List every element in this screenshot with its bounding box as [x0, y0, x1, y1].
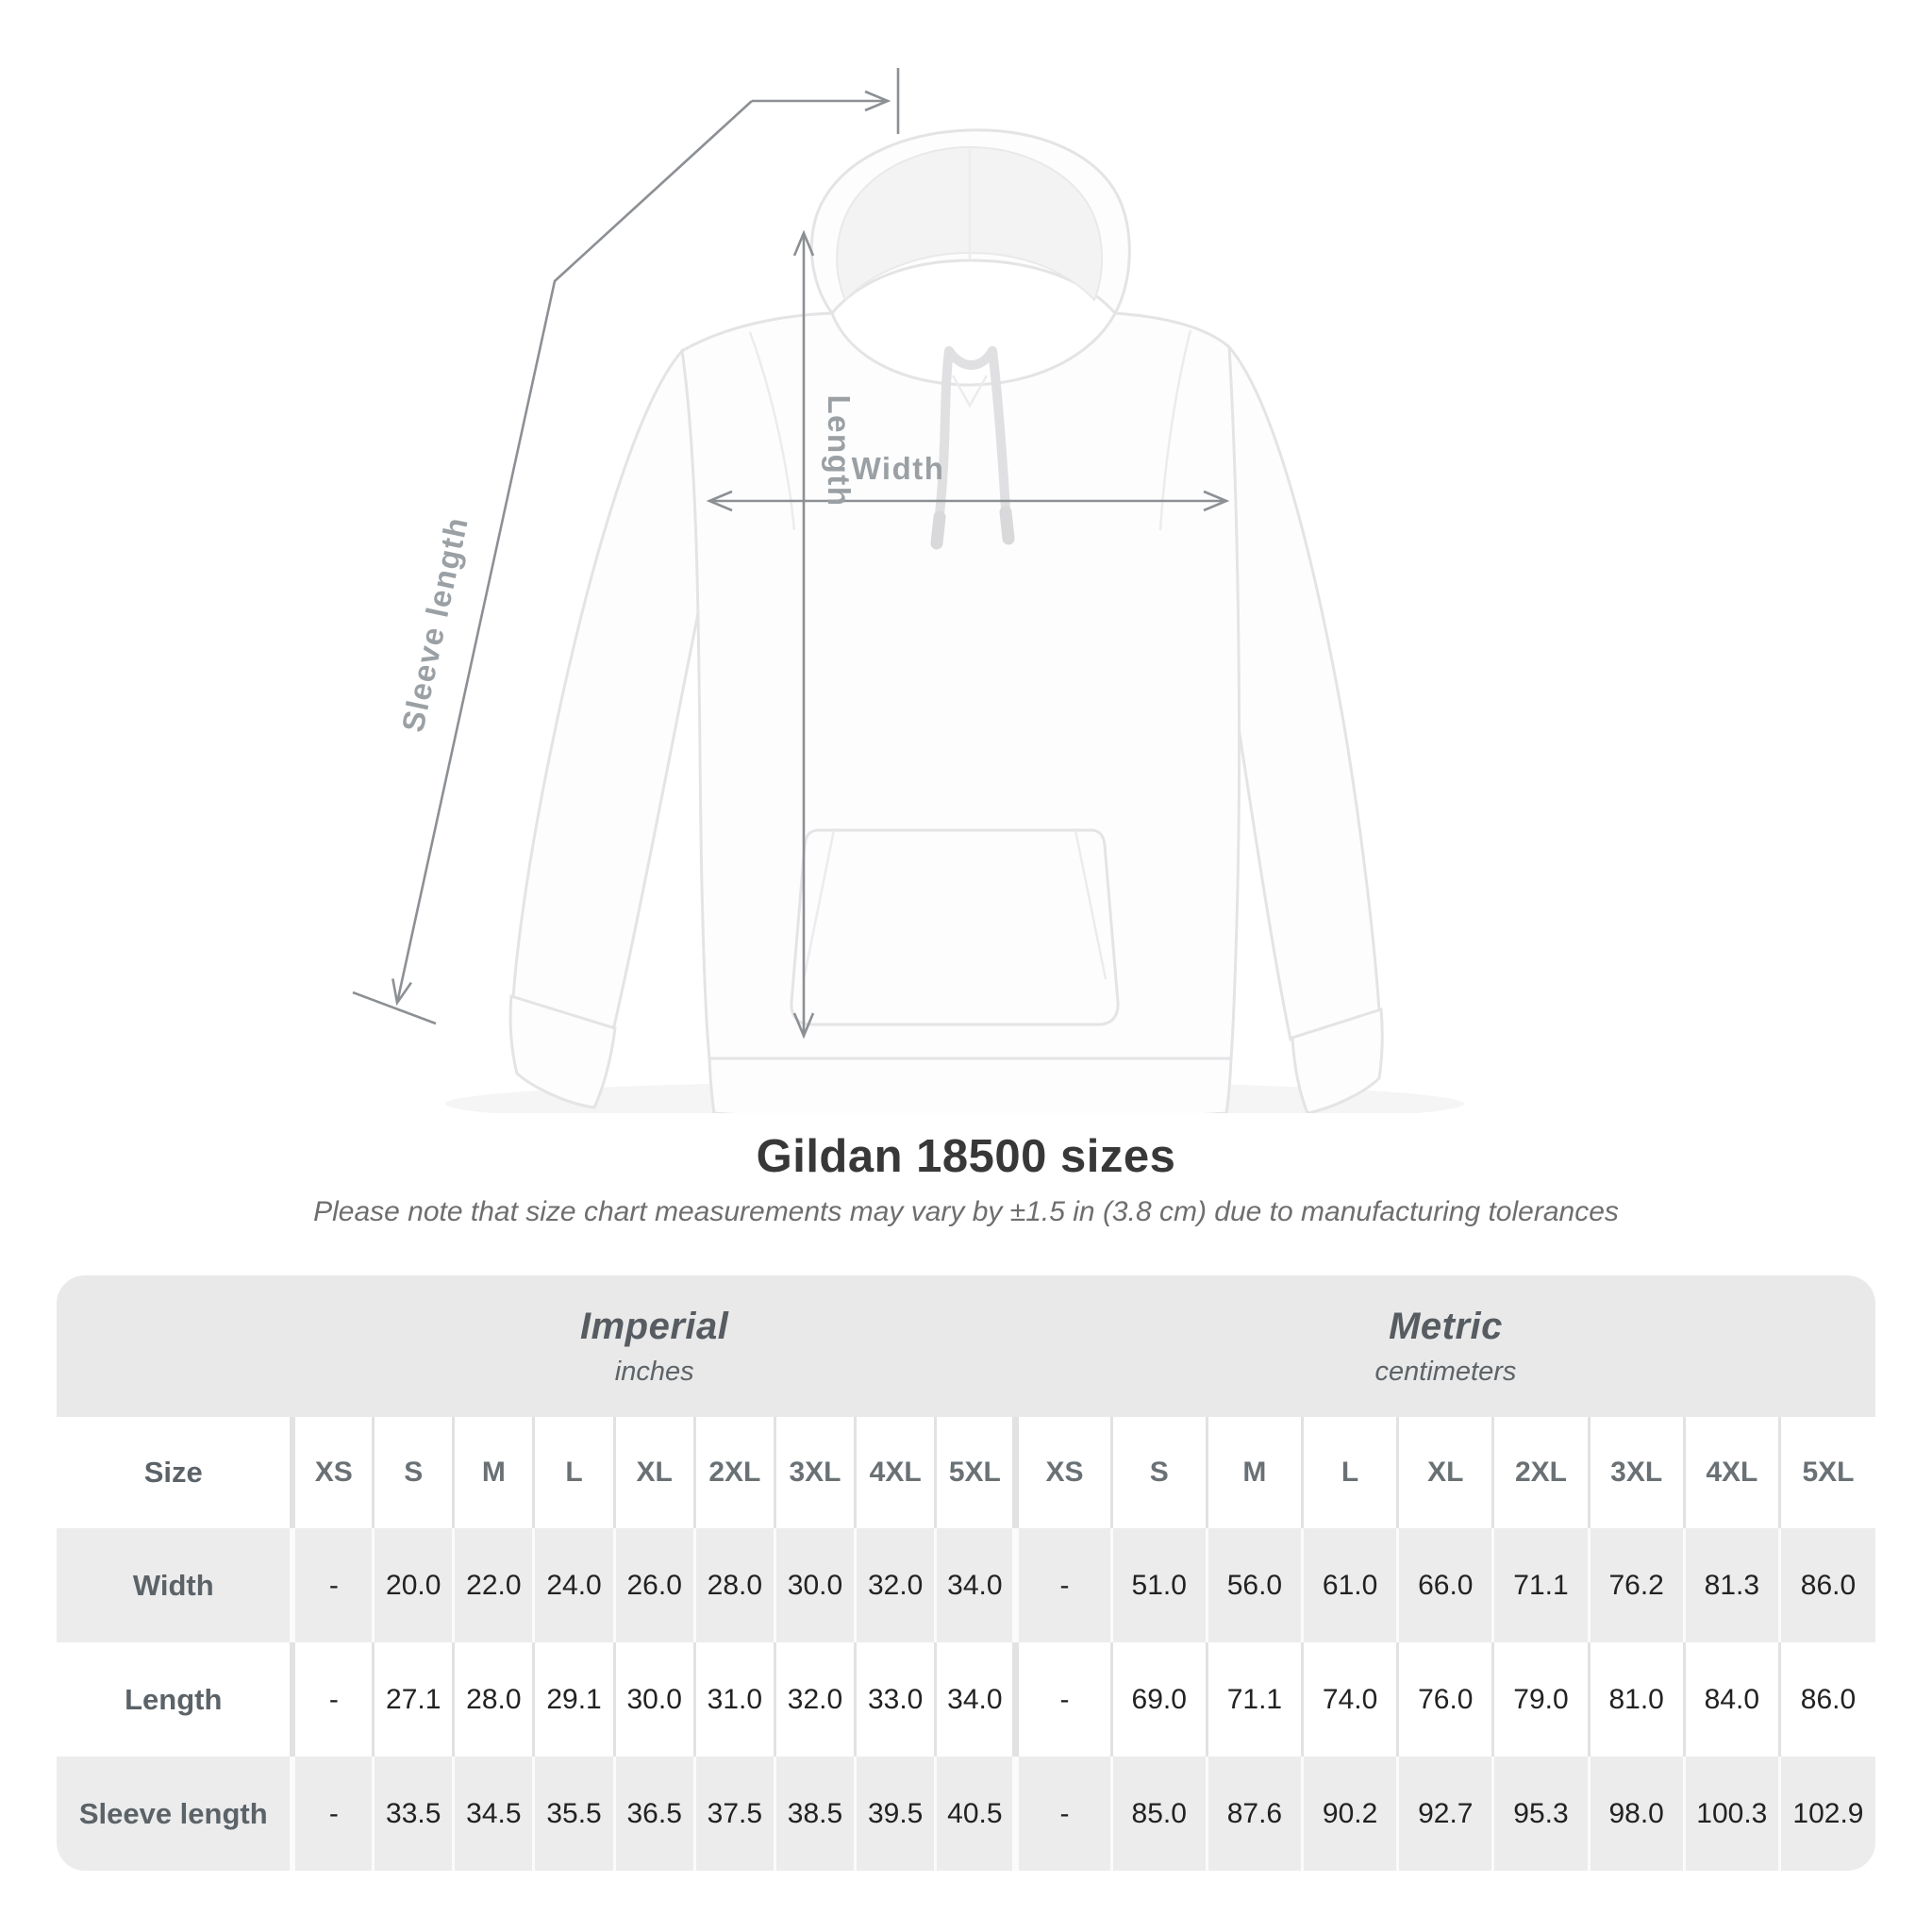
width-metric-s: 51.0	[1111, 1528, 1207, 1642]
unit-group-header-spacer	[57, 1275, 292, 1417]
tolerance-note: Please note that size chart measurements may vary by ±1.5 in (3.8 cm) due to manufacturing tolerances	[313, 1196, 1619, 1227]
size-table-card	[57, 1275, 1875, 1871]
length-metric-4xl: 84.0	[1684, 1642, 1779, 1757]
size-header-metric-4xl: 4XL	[1684, 1417, 1779, 1528]
size-header-metric-xs: XS	[1016, 1417, 1111, 1528]
width-imperial-xl: 26.0	[614, 1528, 694, 1642]
width-metric-l: 61.0	[1303, 1528, 1398, 1642]
imperial-group-unit: inches	[614, 1356, 694, 1387]
sleeve-metric-s: 85.0	[1111, 1757, 1207, 1871]
width-imperial-4xl: 32.0	[856, 1528, 936, 1642]
size-table	[57, 1275, 1875, 1871]
width-metric-4xl: 81.3	[1684, 1528, 1779, 1642]
length-metric-xs: -	[1016, 1642, 1111, 1757]
sleeve-metric-4xl: 100.3	[1684, 1757, 1779, 1871]
width-imperial-3xl: 30.0	[774, 1528, 855, 1642]
drawstring-right-aglet	[1006, 512, 1008, 539]
width-row	[57, 1528, 1875, 1642]
width-metric-xl: 66.0	[1398, 1528, 1493, 1642]
sleeve-imperial-3xl: 38.5	[774, 1757, 855, 1871]
width-imperial-l: 24.0	[534, 1528, 614, 1642]
width-imperial-s: 20.0	[374, 1528, 454, 1642]
width-metric-xs: -	[1016, 1528, 1111, 1642]
drawstring-left-aglet	[937, 517, 940, 543]
drawstring-knot	[949, 351, 992, 365]
length-metric-m: 71.1	[1207, 1642, 1302, 1757]
size-header-metric-5xl: 5XL	[1779, 1417, 1875, 1528]
length-imperial-s: 27.1	[374, 1642, 454, 1757]
sleeve-metric-m: 87.6	[1207, 1757, 1302, 1871]
size-header-imperial-s: S	[374, 1417, 454, 1528]
hem-band	[709, 1058, 1231, 1113]
width-row-label: Width	[132, 1568, 214, 1602]
width-imperial-2xl: 28.0	[694, 1528, 774, 1642]
size-header-imperial-m: M	[454, 1417, 534, 1528]
sleeve-length-row-label: Sleeve length	[78, 1796, 268, 1830]
size-header-imperial-3xl: 3XL	[774, 1417, 855, 1528]
sleeve-length-row	[57, 1757, 1875, 1871]
size-header-imperial-4xl: 4XL	[856, 1417, 936, 1528]
length-imperial-l: 29.1	[534, 1642, 614, 1757]
metric-group-title: Metric	[1389, 1305, 1503, 1347]
left-sleeve	[513, 351, 715, 1030]
sleeve-imperial-5xl: 40.5	[936, 1757, 1016, 1871]
sleeve-imperial-s: 33.5	[374, 1757, 454, 1871]
sleeve-imperial-m: 34.5	[454, 1757, 534, 1871]
size-header-imperial-xs: XS	[292, 1417, 373, 1528]
width-metric-5xl: 86.0	[1779, 1528, 1875, 1642]
imperial-group-header	[292, 1275, 1015, 1417]
size-column-header: Size	[143, 1456, 203, 1489]
sleeve-imperial-4xl: 39.5	[856, 1757, 936, 1871]
sleeve-imperial-xl: 36.5	[614, 1757, 694, 1871]
length-imperial-4xl: 33.0	[856, 1642, 936, 1757]
width-imperial-xs: -	[292, 1528, 373, 1642]
length-imperial-5xl: 34.0	[936, 1642, 1016, 1757]
width-label: Width	[851, 451, 945, 486]
length-metric-s: 69.0	[1111, 1642, 1207, 1757]
length-imperial-2xl: 31.0	[694, 1642, 774, 1757]
length-metric-2xl: 79.0	[1493, 1642, 1589, 1757]
sleeve-metric-xs: -	[1016, 1757, 1111, 1871]
kangaroo-pocket	[791, 830, 1118, 1024]
size-header-metric-2xl: 2XL	[1493, 1417, 1589, 1528]
page-title: Gildan 18500 sizes	[756, 1131, 1176, 1182]
sleeve-metric-l: 90.2	[1303, 1757, 1398, 1871]
metric-group-header	[1016, 1275, 1875, 1417]
size-header-metric-3xl: 3XL	[1589, 1417, 1684, 1528]
size-header-imperial-l: L	[534, 1417, 614, 1528]
width-imperial-5xl: 34.0	[936, 1528, 1016, 1642]
length-label: Length	[822, 394, 857, 508]
size-header-row	[57, 1417, 1875, 1528]
length-row	[57, 1642, 1875, 1757]
metric-group-unit: centimeters	[1374, 1356, 1517, 1387]
size-header-imperial-xl: XL	[614, 1417, 694, 1528]
sleeve-length-label: Sleeve length	[394, 513, 475, 736]
imperial-group-title: Imperial	[580, 1305, 729, 1347]
length-imperial-xs: -	[292, 1642, 373, 1757]
length-imperial-xl: 30.0	[614, 1642, 694, 1757]
size-header-metric-xl: XL	[1398, 1417, 1493, 1528]
sleeve-imperial-2xl: 37.5	[694, 1757, 774, 1871]
size-header-metric-m: M	[1207, 1417, 1302, 1528]
length-imperial-3xl: 32.0	[774, 1642, 855, 1757]
length-metric-xl: 76.0	[1398, 1642, 1493, 1757]
sleeve-metric-xl: 92.7	[1398, 1757, 1493, 1871]
size-header-metric-s: S	[1111, 1417, 1207, 1528]
width-metric-3xl: 76.2	[1589, 1528, 1684, 1642]
sleeve-metric-5xl: 102.9	[1779, 1757, 1875, 1871]
sleeve-imperial-l: 35.5	[534, 1757, 614, 1871]
length-row-label: Length	[125, 1682, 223, 1716]
length-imperial-m: 28.0	[454, 1642, 534, 1757]
size-header-metric-l: L	[1303, 1417, 1398, 1528]
sleeve-metric-2xl: 95.3	[1493, 1757, 1589, 1871]
length-metric-5xl: 86.0	[1779, 1642, 1875, 1757]
sleeve-imperial-xs: -	[292, 1757, 373, 1871]
sleeve-metric-3xl: 98.0	[1589, 1757, 1684, 1871]
length-metric-l: 74.0	[1303, 1642, 1398, 1757]
length-metric-3xl: 81.0	[1589, 1642, 1684, 1757]
size-header-imperial-2xl: 2XL	[694, 1417, 774, 1528]
width-metric-2xl: 71.1	[1493, 1528, 1589, 1642]
sleeve-measure-bottom-tick	[353, 992, 436, 1024]
size-header-imperial-5xl: 5XL	[936, 1417, 1016, 1528]
width-metric-m: 56.0	[1207, 1528, 1302, 1642]
unit-group-header-row	[57, 1275, 1875, 1417]
width-imperial-m: 22.0	[454, 1528, 534, 1642]
